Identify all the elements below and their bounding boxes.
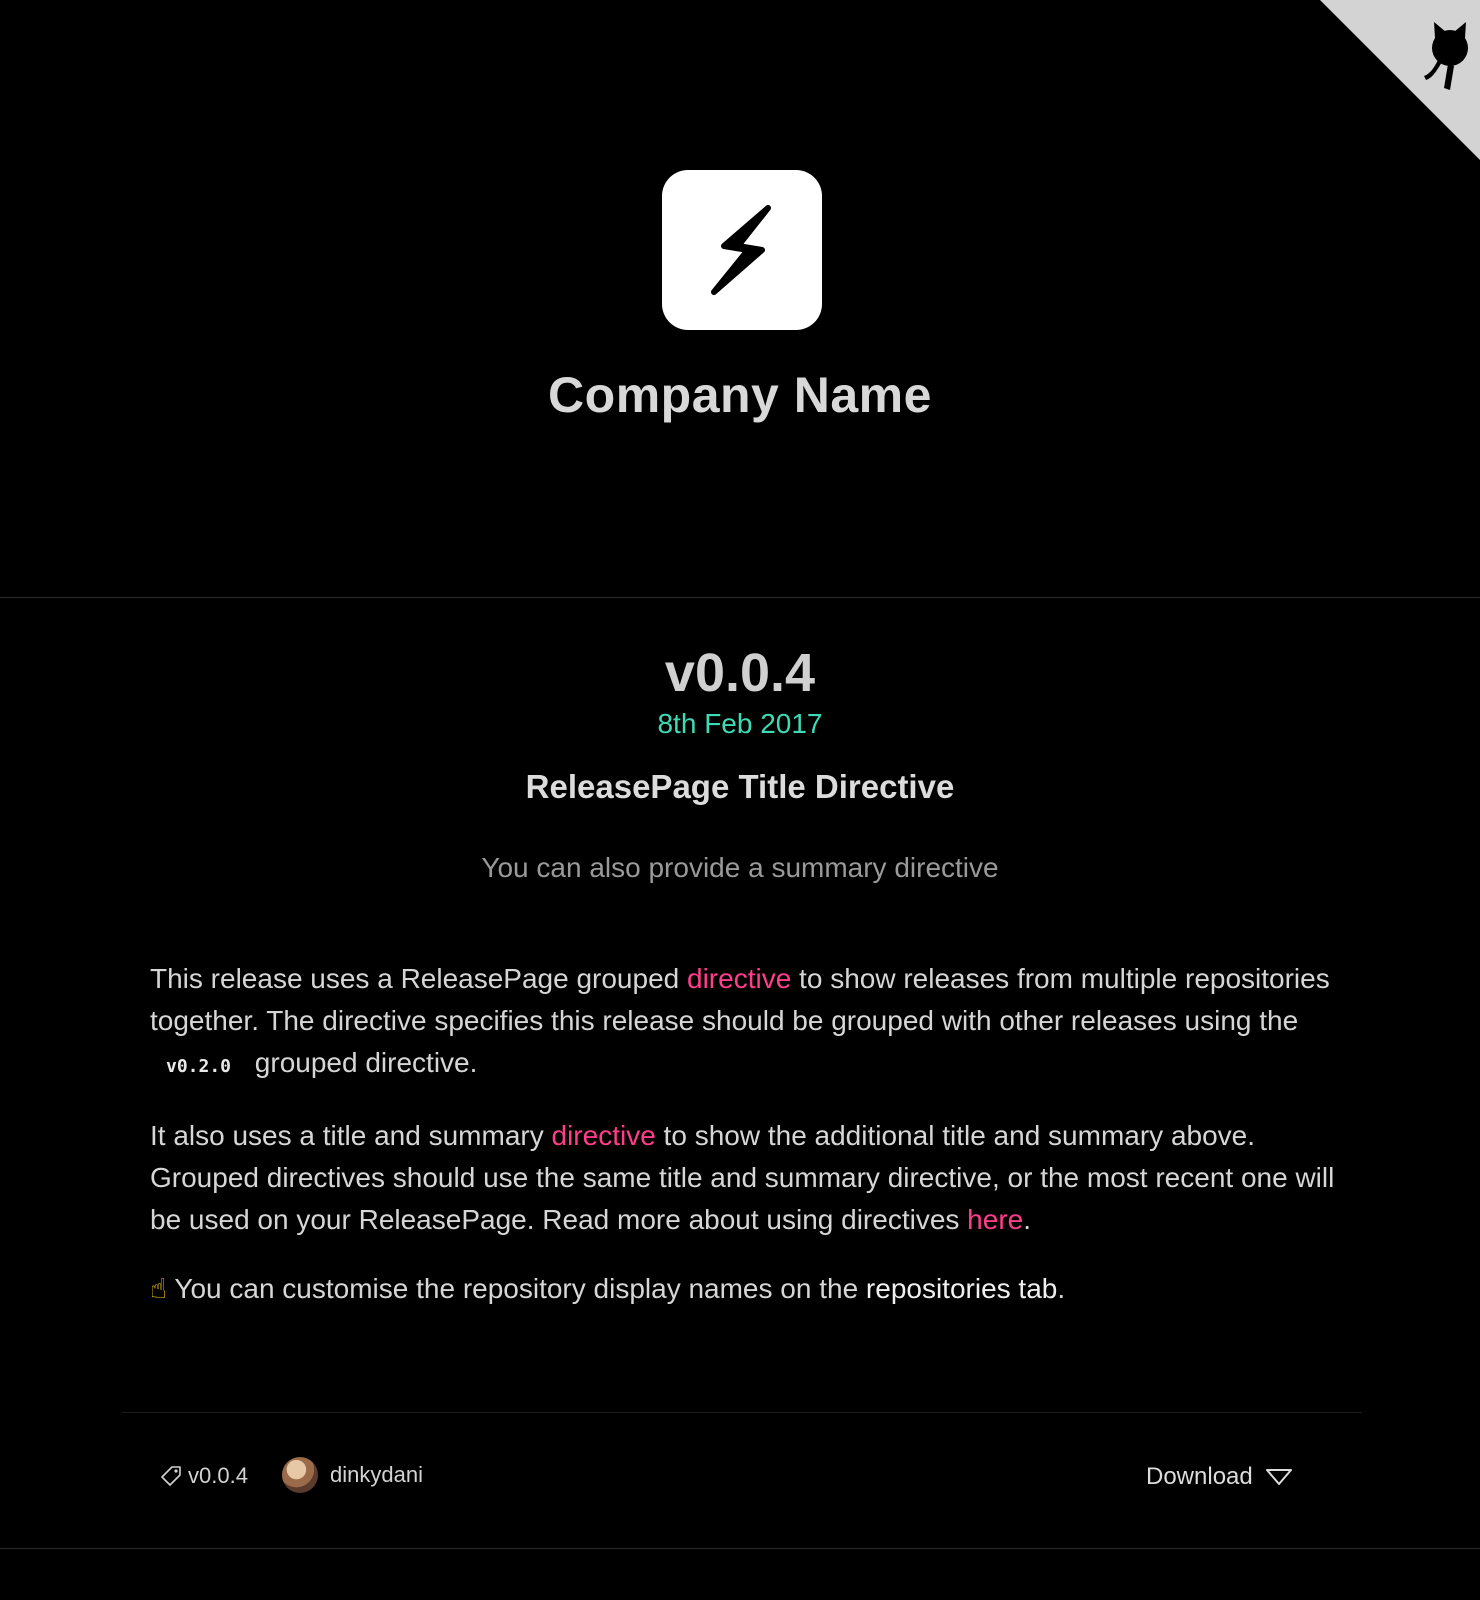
text: This release uses a ReleasePage grouped <box>150 963 688 994</box>
pointing-up-emoji-icon: ☝ <box>150 1273 168 1304</box>
company-name: Company Name <box>548 367 932 423</box>
bottom-divider <box>0 1548 1480 1549</box>
download-button[interactable] <box>1146 1463 1293 1491</box>
notes-paragraph <box>150 958 1340 1088</box>
release-date: 8th Feb 2017 <box>657 708 823 739</box>
chevron-down-icon <box>1265 1467 1293 1487</box>
release-author[interactable] <box>282 1457 423 1493</box>
author-name: dinkydani <box>330 1462 423 1487</box>
release-version: v0.0.4 <box>664 643 816 703</box>
notes-paragraph <box>150 1115 1340 1241</box>
directive-link[interactable]: directive <box>551 1120 656 1151</box>
text: You can customise the repository display names on the <box>167 1273 866 1304</box>
company-logo <box>662 170 822 330</box>
release-notes <box>150 958 1340 1337</box>
release-title: ReleasePage Title Directive <box>525 768 955 805</box>
text: grouped directive. <box>247 1047 478 1078</box>
download-label: Download <box>1146 1463 1253 1490</box>
text: . <box>1057 1273 1066 1304</box>
avatar <box>282 1457 318 1493</box>
text: to show the additional title and summary above. Grouped directives should use the same title and summary directive, or the most recent one will be used on your ReleasePage. Read more about using directives <box>150 1120 1335 1235</box>
lightning-bolt-icon <box>702 200 782 300</box>
tag-icon <box>160 1465 182 1487</box>
text: It also uses a title and summary <box>150 1120 552 1151</box>
directive-link[interactable]: directive <box>687 963 792 994</box>
release-footer <box>0 1413 1480 1547</box>
text: to show releases from multiple repositories together. The directive specifies this release should be grouped with other releases using the <box>150 963 1330 1036</box>
header <box>0 0 1480 598</box>
release-tag <box>160 1463 248 1489</box>
tag-label: v0.0.4 <box>188 1463 248 1488</box>
release-summary: You can also provide a summary directive <box>481 852 999 883</box>
repositories-tab-link[interactable]: repositories tab <box>865 1273 1058 1304</box>
here-link[interactable]: here <box>967 1204 1024 1235</box>
notes-paragraph <box>150 1268 1340 1310</box>
text: . <box>1023 1204 1031 1235</box>
version-code: v0.2.0 <box>166 1056 232 1077</box>
